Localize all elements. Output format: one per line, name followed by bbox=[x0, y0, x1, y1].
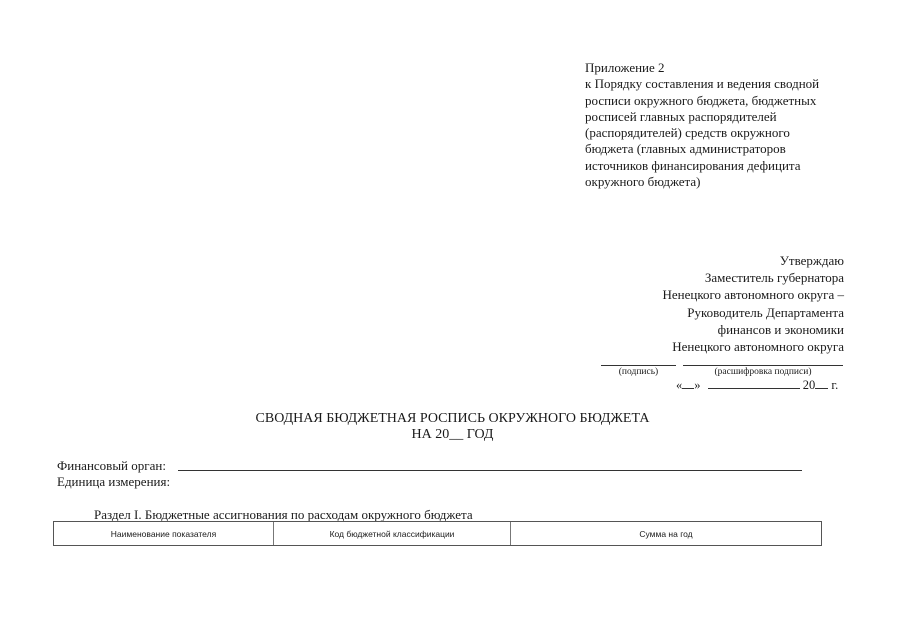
year-prefix: 20 bbox=[802, 378, 816, 392]
approval-line: Руководитель Департамента bbox=[687, 304, 844, 320]
approval-block bbox=[663, 252, 845, 355]
financial-body-field bbox=[57, 458, 166, 474]
approval-line: Ненецкого автономного округа – bbox=[662, 287, 844, 303]
month-blank bbox=[708, 377, 800, 389]
appendix-line: к Порядку составления и ведения сводной bbox=[585, 76, 820, 92]
year-suffix: г. bbox=[831, 378, 839, 392]
year-blank bbox=[815, 377, 828, 389]
section-heading: Раздел I. Бюджетные ассигнования по расходам окружного бюджета bbox=[94, 507, 473, 522]
unit-label: Единица измерения: bbox=[57, 474, 171, 489]
document-title bbox=[0, 411, 905, 443]
title-line-1: СВОДНАЯ БЮДЖЕТНАЯ РОСПИСЬ ОКРУЖНОГО БЮДЖЕТА bbox=[255, 411, 650, 426]
appendix-line: бюджета (главных администраторов bbox=[585, 141, 786, 157]
column-header-amount: Сумма на год bbox=[510, 522, 821, 545]
column-header-code: Код бюджетной классификации bbox=[273, 522, 510, 545]
approval-date bbox=[676, 377, 838, 393]
appendix-line: (распорядителей) средств окружного bbox=[585, 125, 790, 141]
approval-line: финансов и экономики bbox=[717, 321, 844, 337]
date-open-quote: « bbox=[676, 378, 683, 392]
financial-body-label: Финансовый орган: bbox=[57, 458, 166, 473]
column-header-indicator: Наименование показателя bbox=[110, 528, 217, 539]
appendix-line: росписей главных распорядителей bbox=[585, 108, 777, 124]
approval-line: Ненецкого автономного округа bbox=[672, 339, 844, 355]
approval-line: Заместитель губернатора bbox=[704, 270, 844, 286]
appendix-line: росписи окружного бюджета, бюджетных bbox=[585, 92, 817, 108]
signature-line bbox=[601, 365, 676, 366]
appendix-line: Приложение 2 bbox=[585, 60, 665, 75]
day-blank bbox=[682, 377, 694, 389]
approval-line: Утверждаю bbox=[779, 253, 844, 268]
signature-decode-line bbox=[683, 365, 843, 366]
unit-field bbox=[57, 474, 170, 490]
financial-body-line bbox=[178, 470, 802, 471]
date-close-quote: » bbox=[694, 378, 701, 392]
title-line-2: НА 20__ ГОД bbox=[411, 427, 494, 442]
appendix-line: окружного бюджета) bbox=[585, 174, 701, 190]
appendix-line: источников финансирования дефицита bbox=[585, 157, 801, 173]
signature-label: (подпись) bbox=[618, 367, 659, 377]
appendix-note bbox=[585, 60, 885, 190]
decode-label: (расшифровка подписи) bbox=[714, 367, 812, 377]
budget-table-header bbox=[53, 521, 822, 546]
